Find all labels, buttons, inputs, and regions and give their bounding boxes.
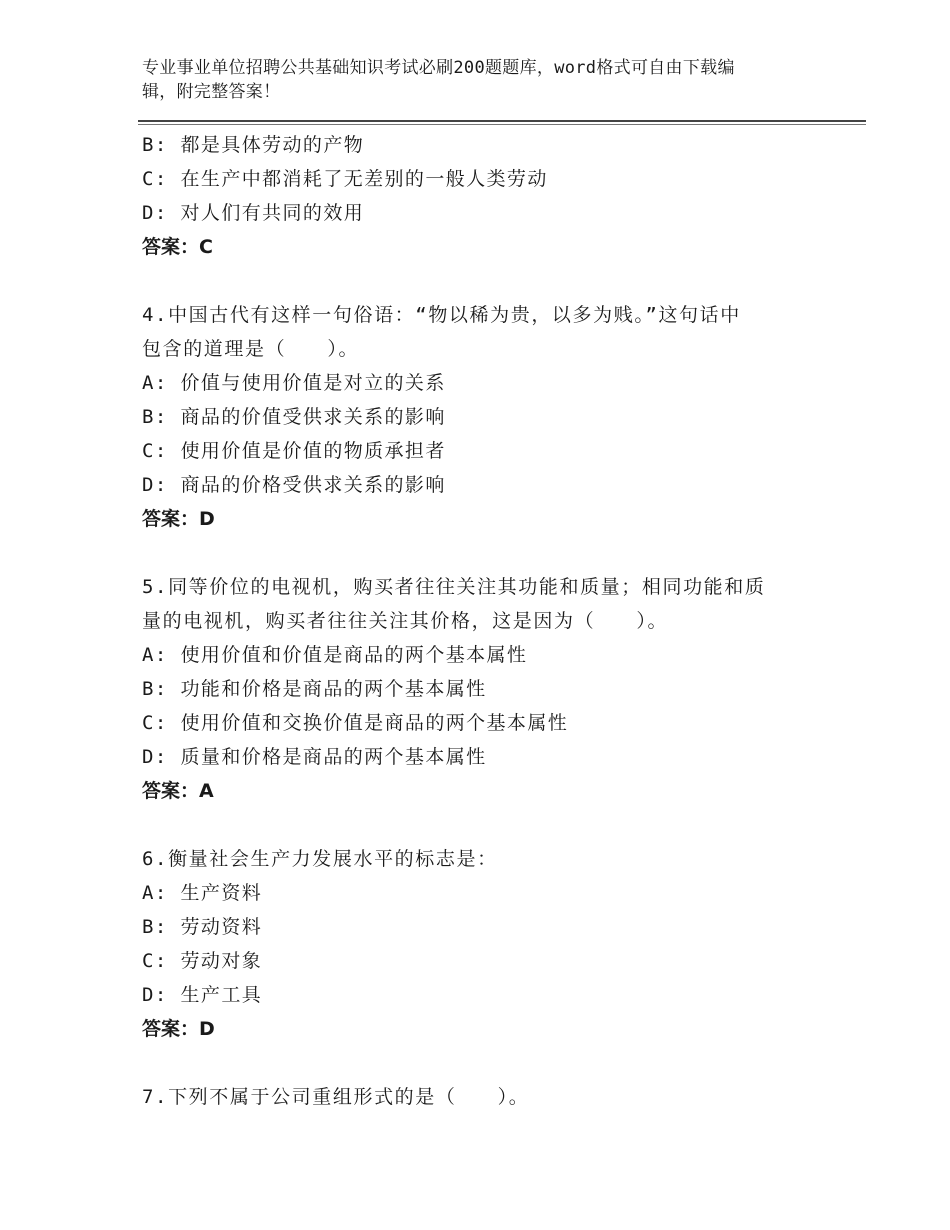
question-stem-continued: 量的电视机，购买者往往关注其价格，这是因为（ ）。 [142,610,669,632]
question-stem-continued: 包含的道理是（ ）。 [142,338,360,360]
option-c: C: 使用价值是价值的物质承担者 [142,440,446,462]
option-d: D: 商品的价格受供求关系的影响 [142,474,446,496]
question-content [142,128,822,1114]
option-c: C: 使用价值和交换价值是商品的两个基本属性 [142,712,569,734]
question-7-block [142,1080,822,1114]
question-3-block [142,128,822,264]
spacer [142,1046,822,1080]
option-b: B: 都是具体劳动的产物 [142,134,365,156]
question-5-block [142,570,822,638]
option-c: C: 劳动对象 [142,950,263,972]
question-stem: 6.衡量社会生产力发展水平的标志是： [142,848,498,870]
answer-line: 答案：C [142,236,213,258]
question-stem: 4.中国古代有这样一句俗语：“物以稀为贵，以多为贱。”这句话中 [142,304,741,326]
question-6-options [142,876,822,1046]
option-d: D: 生产工具 [142,984,263,1006]
spacer [142,808,822,842]
option-b: B: 功能和价格是商品的两个基本属性 [142,678,487,700]
option-b: B: 劳动资料 [142,916,263,938]
option-a: A: 使用价值和价值是商品的两个基本属性 [142,644,528,666]
question-4-options [142,366,822,536]
option-d: D: 质量和价格是商品的两个基本属性 [142,746,487,768]
document-header [142,56,792,104]
spacer [142,264,822,298]
option-b: B: 商品的价值受供求关系的影响 [142,406,446,428]
question-stem: 7.下列不属于公司重组形式的是（ ）。 [142,1086,530,1108]
spacer [142,536,822,570]
header-divider-thick [138,120,866,122]
question-4-block [142,298,822,366]
option-a: A: 生产资料 [142,882,263,904]
answer-line: 答案：D [142,1018,215,1040]
header-line-1: 专业事业单位招聘公共基础知识考试必刷200题题库，word格式可自由下载编 [142,58,735,78]
question-5-options [142,638,822,808]
answer-line: 答案：A [142,780,214,802]
answer-line: 答案：D [142,508,215,530]
option-d: D: 对人们有共同的效用 [142,202,365,224]
header-divider-thin [138,124,866,125]
option-c: C: 在生产中都消耗了无差别的一般人类劳动 [142,168,548,190]
header-line-2: 辑，附完整答案！ [142,82,281,102]
question-stem: 5.同等价位的电视机，购买者往往关注其功能和质量；相同功能和质 [142,576,766,598]
option-a: A: 价值与使用价值是对立的关系 [142,372,446,394]
question-6-block [142,842,822,876]
